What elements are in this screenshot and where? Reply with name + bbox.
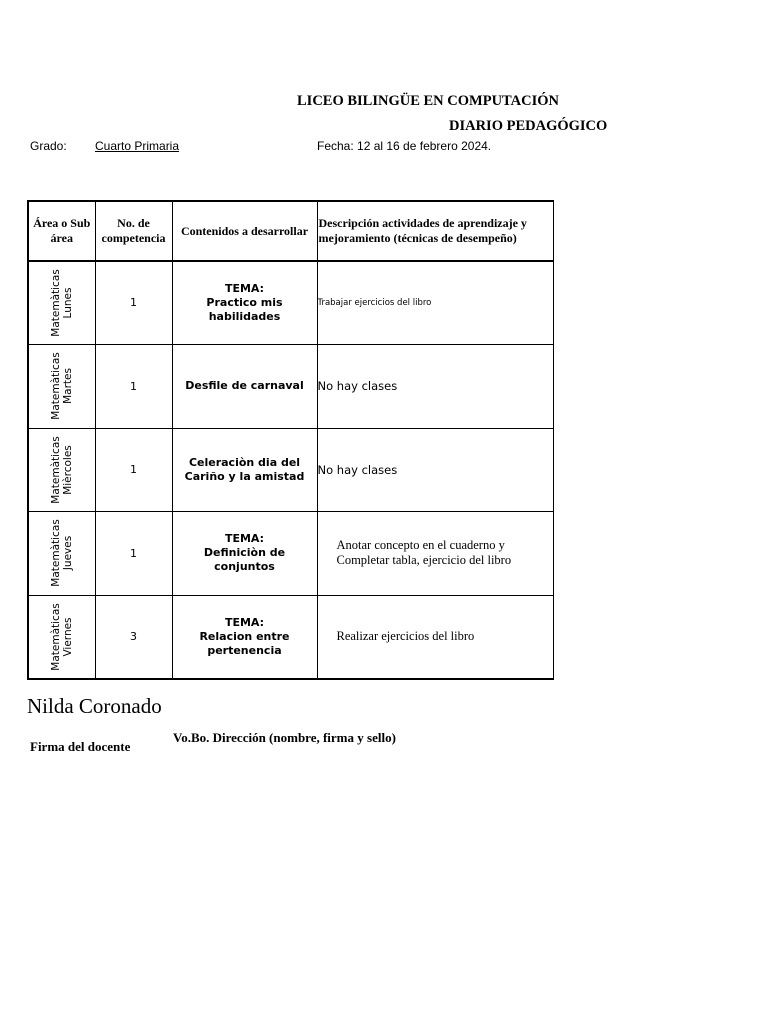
header-area: Área o Sub área [28, 201, 95, 261]
competencia-cell: 3 [95, 595, 172, 679]
contenido-text: Relacion entre pertenencia [199, 629, 290, 657]
contenido-text: Desfile de carnaval [185, 379, 304, 392]
actividad-cell: Trabajar ejercicios del libro [317, 261, 553, 344]
area-cell [28, 428, 95, 511]
competencia-cell: 1 [95, 511, 172, 595]
tema-label: TEMA: [224, 281, 265, 295]
actividad-cell [317, 511, 553, 595]
area-name: Matemàticas [49, 519, 62, 587]
actividad-cell: No hay clases [317, 344, 553, 428]
document-title-clip [0, 118, 608, 138]
vobo-direccion-label: Vo.Bo. Dirección (nombre, firma y sello) [173, 730, 396, 745]
actividad-cell: Realizar ejercicios del libro [317, 595, 553, 679]
school-name: LICEO BILINGÜE EN COMPUTACIÓN [297, 93, 559, 109]
area-day: Mièrcoles [61, 444, 74, 495]
actividad-cell: No hay clases [317, 428, 553, 511]
tema-label: TEMA: [224, 615, 265, 629]
actividad-line-2: Completar tabla, ejercicio del libro [336, 553, 512, 567]
competencia-cell: 1 [95, 428, 172, 511]
header-descripcion: Descripción actividades de aprendizaje y mejoramiento (técnicas de desempeño) [317, 201, 553, 261]
contenido-text: Practico mis habilidades [206, 295, 283, 323]
contenido-cell [172, 428, 317, 511]
grado-value: Cuarto Primaria [95, 139, 180, 153]
table-header-row [28, 201, 553, 261]
diario-table [27, 200, 554, 680]
contenido-text: Celeraciòn dia del Cariño y la amistad [184, 455, 305, 483]
table-row [28, 344, 553, 428]
area-name: Matemàticas [49, 435, 62, 504]
area-cell [28, 511, 95, 595]
area-cell [28, 344, 95, 428]
table-row [28, 511, 553, 595]
document-title: DIARIO PEDAGÓGICO [449, 118, 608, 134]
contenido-cell [172, 344, 317, 428]
contenido-cell [172, 511, 317, 595]
table-row [28, 261, 553, 344]
tema-label: TEMA: [224, 532, 265, 545]
area-day: Lunes [61, 287, 74, 319]
docente-name: Nilda Coronado [27, 694, 162, 718]
competencia-cell: 1 [95, 344, 172, 428]
table-row [28, 428, 553, 511]
area-name: Matemàticas [49, 352, 62, 420]
contenido-text: Definiciòn de conjuntos [203, 546, 286, 573]
area-day: Jueves [61, 535, 74, 571]
area-cell [28, 261, 95, 344]
header-competencia: No. de competencia [95, 201, 172, 261]
header-contenidos: Contenidos a desarrollar [172, 201, 317, 261]
table-row [28, 595, 553, 679]
grado-label: Grado: [30, 139, 67, 153]
contenido-cell [172, 595, 317, 679]
actividad-line-1: Anotar concepto en el cuaderno y [336, 538, 505, 552]
fecha-text: Fecha: 12 al 16 de febrero 2024. [317, 139, 492, 153]
school-name-clip [0, 93, 559, 113]
competencia-cell: 1 [95, 261, 172, 344]
area-day: Viernes [61, 617, 74, 657]
contenido-cell [172, 261, 317, 344]
area-day: Martes [61, 368, 74, 404]
firma-docente-label: Firma del docente [30, 739, 131, 754]
area-name: Matemàticas [49, 603, 62, 671]
area-cell [28, 595, 95, 679]
area-name: Matemàticas [49, 269, 62, 337]
